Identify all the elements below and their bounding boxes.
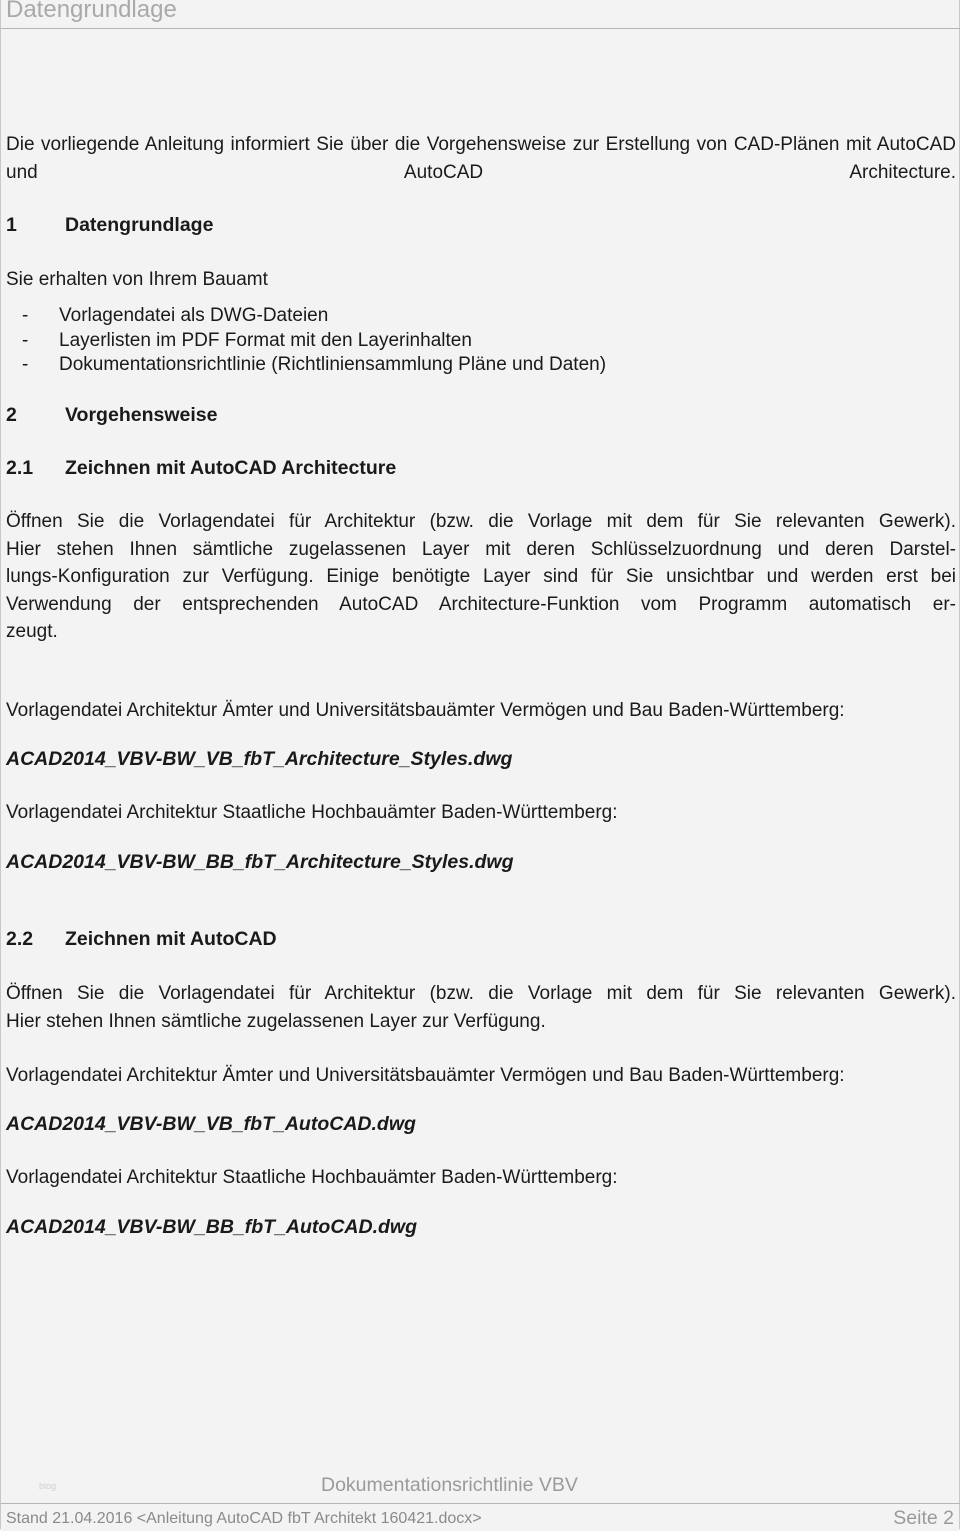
template-label-bb: Vorlagendatei Architektur Staatliche Hochbauämter Baden-Württemberg: [6,1167,618,1188]
paragraph-line: Hier stehen Ihnen sämtliche zugelassenen Layer mit deren Schlüsselzuordnung und deren Darstel- [6,538,956,560]
deliverables-list [6,304,606,378]
list-item-text: Dokumentationsrichtlinie (Richtliniensammlung Pläne und Daten) [59,354,607,375]
heading-section-1 [6,214,213,237]
running-header-title: Datengrundlage [6,0,177,23]
paragraph-line: Öffnen Sie die Vorlagendatei für Architektur (bzw. die Vorlage mit dem für Sie relevanten Gewerk). [6,983,956,1004]
paragraph-line: Verwendung der entsprechenden AutoCAD Architecture-Funktion vom Programm automatisch er- [6,593,956,615]
list-item-text: Layerlisten im PDF Format mit den Layerinhalten [59,329,472,351]
intro-paragraph [6,131,956,186]
paragraph-line: Hier stehen Ihnen sämtliche zugelassenen Layer zur Verfügung. [6,1010,546,1032]
template-file-vb: ACAD2014_VBV-BW_VB_fbT_AutoCAD.dwg [6,1113,416,1135]
heading-section-2-1 [6,457,396,480]
heading-title: Zeichnen mit AutoCAD Architecture [65,457,397,479]
heading-number: 2 [6,404,17,426]
template-file-bb: ACAD2014_VBV-BW_BB_fbT_Architecture_Styles.dwg [6,851,514,873]
footer-document-title: Dokumentationsrichtlinie VBV [321,1474,578,1496]
header-divider [1,28,960,29]
heading-number: 2.1 [6,457,34,479]
list-item [6,329,606,354]
template-file-vb: ACAD2014_VBV-BW_VB_fbT_Architecture_Styles.dwg [6,748,513,770]
footer-stand: Stand 21.04.2016 <Anleitung AutoCAD fbT Architekt 160421.docx> [6,1510,482,1527]
list-bullet: - [22,329,29,351]
list-bullet: - [22,354,29,375]
list-bullet: - [22,305,29,326]
list-item-text: Vorlagendatei als DWG-Dateien [59,305,329,326]
heading-section-2 [6,404,217,427]
template-file-bb: ACAD2014_VBV-BW_BB_fbT_AutoCAD.dwg [6,1216,417,1238]
template-label-vb: Vorlagendatei Architektur Ämter und Universitätsbauämter Vermögen und Bau Baden-Württemberg: [6,700,845,721]
watermark: blog [39,1481,57,1491]
intro-text: Die vorliegende Anleitung informiert Sie über die Vorgehensweise zur Erstellung von CAD-Plänen mit AutoCAD und AutoCAD Architecture. [6,134,956,183]
heading-title: Vorgehensweise [65,404,218,426]
heading-title: Datengrundlage [65,214,214,236]
paragraph-line: Öffnen Sie die Vorlagendatei für Architektur (bzw. die Vorlage mit dem für Sie relevanten Gewerk). [6,511,956,532]
heading-number: 1 [6,214,17,236]
paragraph-line: zeugt. [6,621,58,642]
heading-section-2-2 [6,928,277,951]
section-2-2-paragraph [6,980,956,1035]
paragraph-line: lungs-Konfiguration zur Verfügung. Einige benötigte Layer sind für Sie unsichtbar und werden erst bei [6,566,956,587]
footer-divider [1,1503,960,1504]
template-label-vb: Vorlagendatei Architektur Ämter und Universitätsbauämter Vermögen und Bau Baden-Württemberg: [6,1065,845,1086]
heading-title: Zeichnen mit AutoCAD [65,928,277,950]
list-item [6,304,606,329]
template-label-bb: Vorlagendatei Architektur Staatliche Hochbauämter Baden-Württemberg: [6,802,618,823]
intro-line-1 [6,131,956,186]
heading-number: 2.2 [6,928,34,950]
section-2-1-paragraph [6,508,956,646]
footer-page-number: Seite 2 [893,1507,954,1529]
section-1-lead: Sie erhalten von Ihrem Bauamt [6,269,268,290]
list-item [6,353,606,378]
